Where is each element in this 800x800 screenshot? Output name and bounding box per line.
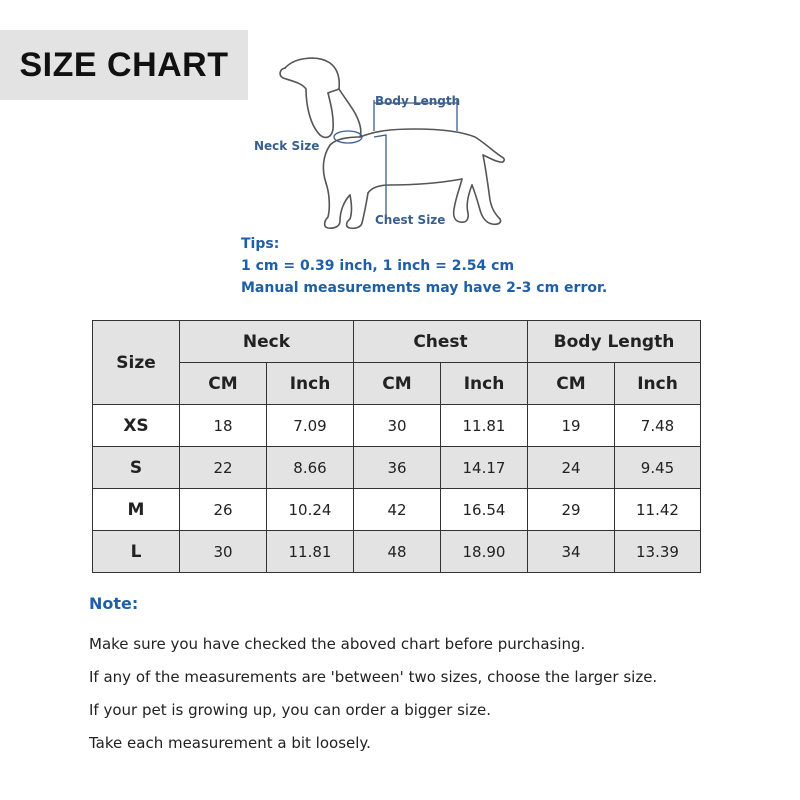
note-list	[89, 628, 657, 760]
tips-error-note: Manual measurements may have 2-3 cm error.	[241, 280, 608, 296]
unit-header: Inch	[615, 363, 701, 405]
unit-header: CM	[354, 363, 441, 405]
table-cell: 11.81	[441, 405, 528, 447]
table-row	[93, 447, 701, 489]
table-cell: 22	[180, 447, 267, 489]
size-table	[92, 320, 701, 573]
table-cell: 26	[180, 489, 267, 531]
table-row	[93, 405, 701, 447]
table-cell: 36	[354, 447, 441, 489]
table-cell: 16.54	[441, 489, 528, 531]
table-units-row	[93, 363, 701, 405]
table-cell: 48	[354, 531, 441, 573]
note-line: If any of the measurements are 'between' two sizes, choose the larger size.	[89, 668, 658, 686]
unit-header: CM	[180, 363, 267, 405]
note-line: Take each measurement a bit loosely.	[89, 734, 371, 752]
table-header-row	[93, 321, 701, 363]
table-cell: 30	[354, 405, 441, 447]
size-cell: M	[93, 489, 180, 531]
size-cell: S	[93, 447, 180, 489]
table-cell: 29	[528, 489, 615, 531]
body-length-group-header: Body Length	[528, 321, 701, 363]
tips-conversion: 1 cm = 0.39 inch, 1 inch = 2.54 cm	[241, 258, 515, 274]
tips-block	[241, 233, 607, 299]
table-cell: 30	[180, 531, 267, 573]
size-cell: XS	[93, 405, 180, 447]
tips-heading: Tips:	[241, 236, 280, 252]
table-cell: 18.90	[441, 531, 528, 573]
unit-header: Inch	[441, 363, 528, 405]
unit-header: Inch	[267, 363, 354, 405]
table-cell: 7.48	[615, 405, 701, 447]
chest-size-label: Chest Size	[375, 213, 446, 227]
table-row	[93, 531, 701, 573]
note-heading: Note:	[89, 594, 139, 613]
table-cell: 8.66	[267, 447, 354, 489]
table-cell: 7.09	[267, 405, 354, 447]
table-cell: 14.17	[441, 447, 528, 489]
table-cell: 11.42	[615, 489, 701, 531]
table-cell: 34	[528, 531, 615, 573]
unit-header: CM	[528, 363, 615, 405]
page-title: SIZE CHART	[19, 45, 229, 84]
table-cell: 11.81	[267, 531, 354, 573]
neck-group-header: Neck	[180, 321, 354, 363]
neck-size-label: Neck Size	[254, 139, 320, 153]
size-column-header: Size	[93, 321, 180, 405]
note-line: If your pet is growing up, you can order a bigger size.	[89, 701, 491, 719]
table-cell: 10.24	[267, 489, 354, 531]
table-cell: 24	[528, 447, 615, 489]
chest-group-header: Chest	[354, 321, 528, 363]
table-cell: 9.45	[615, 447, 701, 489]
table-cell: 13.39	[615, 531, 701, 573]
table-row	[93, 489, 701, 531]
dog-measurement-diagram	[240, 45, 530, 245]
table-cell: 18	[180, 405, 267, 447]
table-cell: 42	[354, 489, 441, 531]
size-cell: L	[93, 531, 180, 573]
title-banner	[0, 30, 248, 100]
body-length-label: Body Length	[375, 94, 461, 108]
note-line: Make sure you have checked the aboved chart before purchasing.	[89, 635, 586, 653]
table-cell: 19	[528, 405, 615, 447]
